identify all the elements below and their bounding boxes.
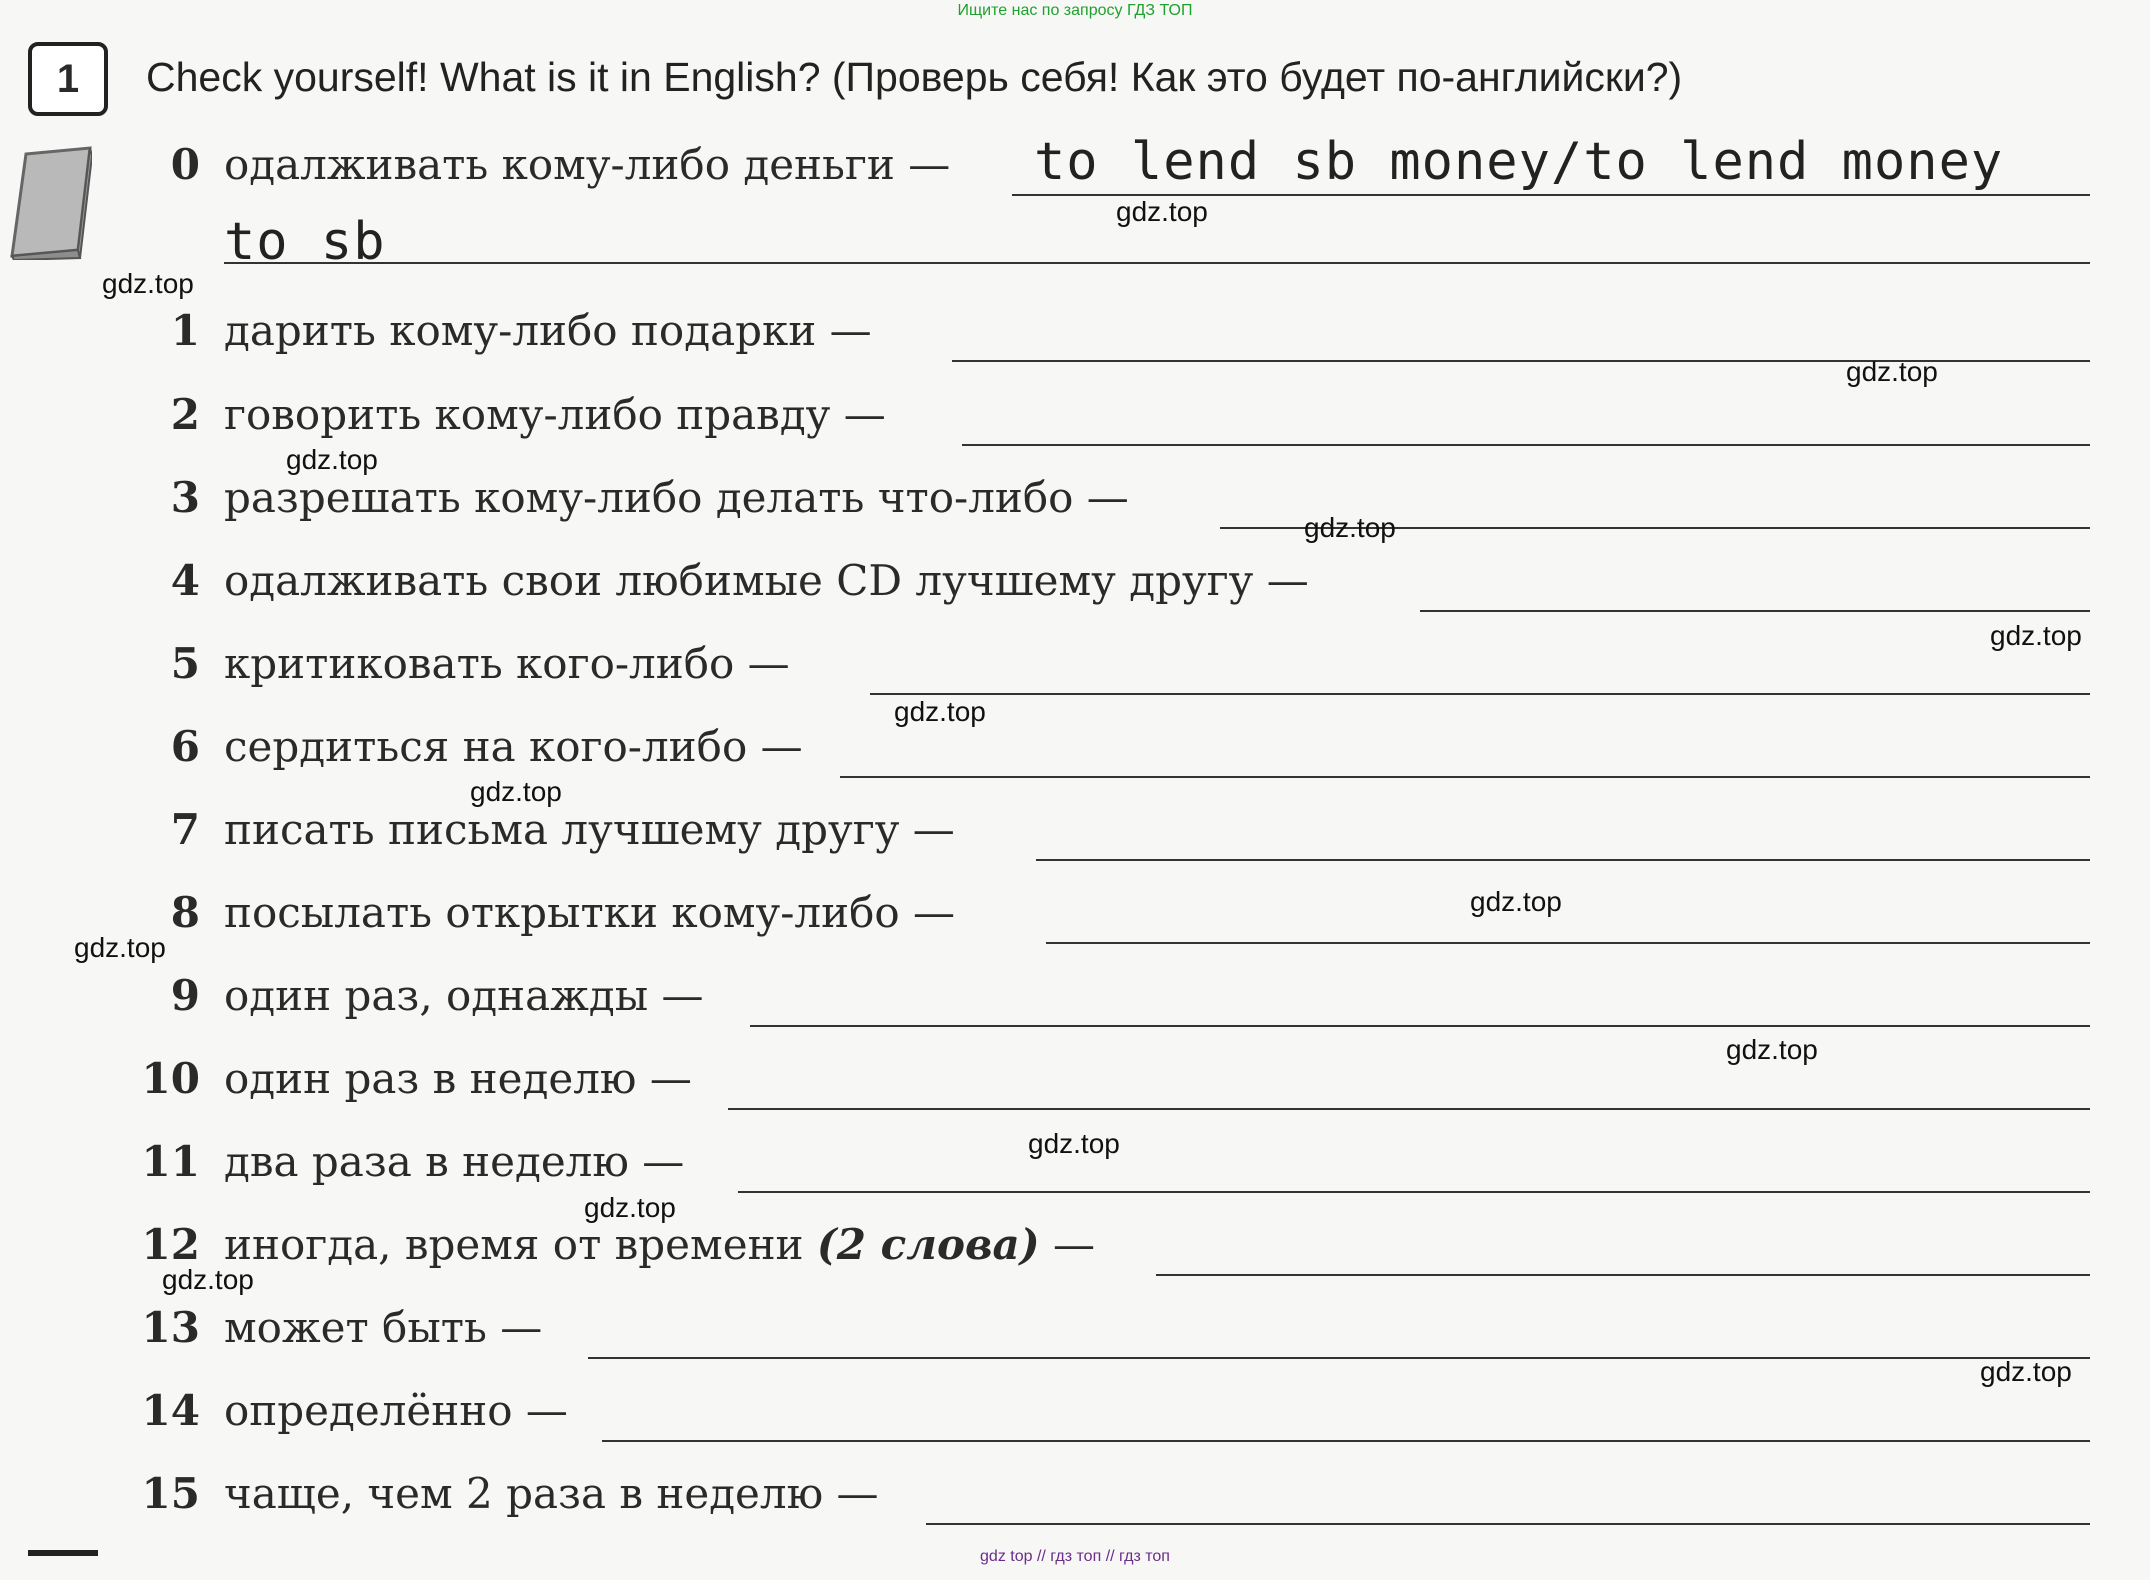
- list-item: [140, 1303, 2090, 1373]
- watermark: gdz.top: [1846, 356, 1938, 387]
- bottom-link[interactable]: gdz top // гдз топ // гдз топ: [980, 1548, 1170, 1565]
- item-number: 14: [141, 1386, 200, 1435]
- exercise-number-badge: 1: [28, 42, 108, 116]
- item-number: 2: [170, 390, 200, 439]
- list-item: [140, 473, 2090, 543]
- watermark: gdz.top: [286, 444, 378, 475]
- watermark: gdz.top: [1726, 1034, 1818, 1065]
- item-text: два раза в неделю —: [224, 1137, 685, 1186]
- item-text: одалживать свои любимые CD лучшему другу —: [224, 556, 1309, 605]
- answer-line[interactable]: [1036, 859, 2090, 861]
- watermark: gdz.top: [74, 932, 166, 963]
- item-number: 6: [170, 722, 200, 771]
- item-text: критиковать кого-либо —: [224, 639, 790, 688]
- item-number: 10: [141, 1054, 200, 1103]
- item-text: разрешать кому-либо делать что-либо —: [224, 473, 1129, 522]
- answer-line[interactable]: [602, 1440, 2090, 1442]
- answer-line[interactable]: [1046, 942, 2090, 944]
- watermark: gdz.top: [1980, 1356, 2072, 1387]
- list-item: [140, 390, 2090, 460]
- list-item: [140, 1386, 2090, 1456]
- item-number: 7: [170, 805, 200, 854]
- item-dash: —: [1039, 1220, 1095, 1269]
- watermark: gdz.top: [1028, 1128, 1120, 1159]
- item-text: сердиться на кого-либо —: [224, 722, 803, 771]
- watermark: gdz.top: [102, 268, 194, 299]
- item-number: 15: [141, 1469, 200, 1518]
- watermark: gdz.top: [162, 1264, 254, 1295]
- item-text: одалживать кому-либо деньги —: [224, 140, 951, 189]
- item-text: писать письма лучшему другу —: [224, 805, 955, 854]
- watermark: gdz.top: [584, 1192, 676, 1223]
- exercise-heading: Check yourself! What is it in English? (Проверь себя! Как это будет по-английски?): [146, 54, 1683, 100]
- list-item: [140, 1220, 2090, 1290]
- answer-line[interactable]: [1420, 610, 2090, 612]
- item-text-main: иногда, время от времени: [224, 1220, 804, 1269]
- item-number: 9: [170, 971, 200, 1020]
- item-text: говорить кому-либо правду —: [224, 390, 886, 439]
- handwritten-answer-continued: to sb: [224, 212, 386, 272]
- item-text: один раз в неделю —: [224, 1054, 692, 1103]
- item-text: чаще, чем 2 раза в неделю —: [224, 1469, 879, 1518]
- item-number: 0: [170, 140, 200, 189]
- answer-line[interactable]: [870, 693, 2090, 695]
- list-item: [140, 888, 2090, 958]
- watermark: gdz.top: [1990, 620, 2082, 651]
- item-text: дарить кому-либо подарки —: [224, 306, 872, 355]
- watermark: gdz.top: [1470, 886, 1562, 917]
- answer-line[interactable]: [962, 444, 2090, 446]
- item-text: посылать открытки кому-либо —: [224, 888, 956, 937]
- top-search-link[interactable]: Ищите нас по запросу ГДЗ ТОП: [957, 2, 1193, 19]
- answer-line[interactable]: [840, 776, 2090, 778]
- item-text: определённо —: [224, 1386, 568, 1435]
- item-text: [224, 1220, 1095, 1269]
- item-text: может быть —: [224, 1303, 543, 1352]
- answer-line[interactable]: [728, 1108, 2090, 1110]
- answer-line[interactable]: [588, 1357, 2090, 1359]
- list-item: [140, 722, 2090, 792]
- list-item: [140, 306, 2090, 376]
- item-number: 11: [141, 1137, 200, 1186]
- list-item: [140, 639, 2090, 709]
- item-number: 13: [141, 1303, 200, 1352]
- answer-line[interactable]: [750, 1025, 2090, 1027]
- answer-line[interactable]: [224, 262, 2090, 264]
- handwritten-answer: to lend sb money/to lend money: [1034, 132, 2004, 192]
- watermark: gdz.top: [1116, 196, 1208, 227]
- list-item: [140, 1469, 2090, 1539]
- item-number: 12: [141, 1220, 200, 1269]
- item-number: 1: [170, 306, 200, 355]
- watermark: gdz.top: [1304, 512, 1396, 543]
- list-item: [140, 971, 2090, 1041]
- item-number: 5: [170, 639, 200, 688]
- item-number: 8: [170, 888, 200, 937]
- item-text: один раз, однажды —: [224, 971, 704, 1020]
- list-item: [140, 556, 2090, 626]
- book-icon: [8, 146, 92, 260]
- answer-line[interactable]: [738, 1191, 2090, 1193]
- watermark: gdz.top: [894, 696, 986, 727]
- answer-line[interactable]: [926, 1523, 2090, 1525]
- watermark: gdz.top: [470, 776, 562, 807]
- item-note: (2 слова): [816, 1220, 1040, 1269]
- list-item: [140, 805, 2090, 875]
- item-number: 3: [170, 473, 200, 522]
- item-number: 4: [170, 556, 200, 605]
- answer-line[interactable]: [1156, 1274, 2090, 1276]
